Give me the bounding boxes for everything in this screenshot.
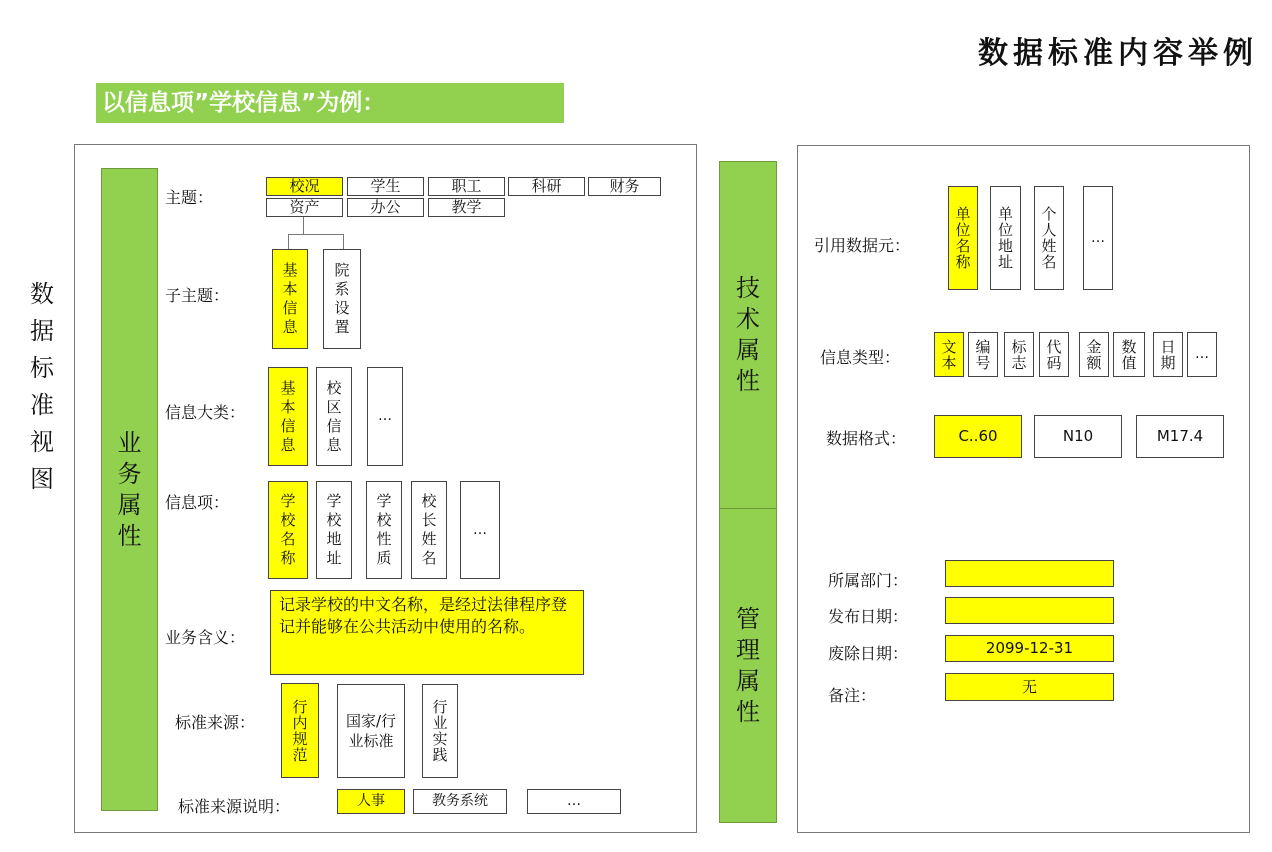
source-desc-box: …	[527, 789, 621, 814]
topic-box: 学生	[347, 177, 424, 196]
abolish-date-field: 2099-12-31	[945, 635, 1114, 662]
category-box: 校区信息	[316, 367, 352, 466]
subtopic-box: 基本信息	[272, 249, 308, 349]
source-box: 行内规范	[281, 683, 319, 778]
connector-line	[343, 234, 344, 249]
subtopic-box: 院系设置	[323, 249, 361, 349]
management-attr-bar	[719, 508, 777, 823]
source-desc-box: 教务系统	[413, 789, 507, 814]
ref-box: 单位地址	[990, 186, 1021, 290]
business-attr-bar	[101, 168, 158, 811]
category-label: 信息大类：	[165, 403, 246, 422]
source-box: 行业实践	[422, 684, 458, 778]
page-title: 数据标准内容举例	[978, 36, 1258, 71]
topic-box: 财务	[588, 177, 661, 196]
topic-box: 办公	[347, 198, 424, 217]
info-type-box: 代码	[1039, 332, 1069, 377]
connector-line	[288, 234, 344, 235]
meaning-text-box: 记录学校的中文名称，是经过法律程序登记并能够在公共活动中使用的名称。	[270, 590, 584, 675]
ref-box: 单位名称	[948, 186, 978, 290]
info-item-box: 校长姓名	[411, 481, 447, 579]
info-type-label: 信息类型：	[820, 348, 901, 367]
topic-box: 资产	[266, 198, 343, 217]
topic-box: 教学	[428, 198, 505, 217]
source-box: 国家/行业标准	[337, 684, 405, 778]
example-banner: 以信息项”学校信息”为例：	[96, 83, 564, 123]
abolish-date-label: 废除日期：	[828, 644, 909, 663]
ref-box: 个人姓名	[1034, 186, 1064, 290]
topic-box: 职工	[428, 177, 505, 196]
technical-attr-bar	[719, 161, 777, 509]
connector-line	[288, 234, 289, 249]
source-desc-label: 标准来源说明：	[178, 797, 291, 816]
topic-box: 校况	[266, 177, 343, 196]
subtopic-label: 子主题：	[165, 286, 230, 305]
publish-date-field	[945, 597, 1114, 624]
category-box: 基本信息	[268, 367, 308, 466]
info-item-label: 信息项：	[165, 493, 230, 512]
meaning-label: 业务含义：	[165, 628, 246, 647]
source-label: 标准来源：	[175, 713, 256, 732]
management-attr-bar-label: 管理属性	[736, 604, 760, 726]
category-box: …	[367, 367, 403, 466]
remark-label: 备注：	[828, 686, 877, 705]
source-desc-box: 人事	[337, 789, 405, 814]
info-type-box: 日期	[1153, 332, 1183, 377]
info-item-box: 学校性质	[366, 481, 402, 579]
data-format-box: M17.4	[1136, 415, 1224, 458]
dept-label: 所属部门：	[828, 571, 909, 590]
data-format-box: N10	[1034, 415, 1122, 458]
data-format-label: 数据格式：	[826, 429, 907, 448]
ref-label: 引用数据元：	[814, 236, 911, 255]
technical-attr-bar-label: 技术属性	[736, 274, 760, 395]
info-item-box: 学校地址	[316, 481, 352, 579]
info-type-box: …	[1187, 332, 1217, 377]
info-type-box: 金额	[1079, 332, 1109, 377]
info-type-box: 数值	[1113, 332, 1145, 377]
remark-field: 无	[945, 673, 1114, 701]
info-item-box: 学校名称	[268, 481, 308, 579]
dept-field	[945, 560, 1114, 587]
left-vertical-title: 数据标准视图	[30, 280, 54, 493]
info-type-box: 编号	[968, 332, 998, 377]
topic-label: 主题：	[165, 188, 214, 207]
info-item-box: …	[460, 481, 500, 579]
ref-box: …	[1083, 186, 1113, 290]
connector-line	[303, 217, 304, 235]
business-attr-bar-label: 业务属性	[117, 428, 142, 550]
publish-date-label: 发布日期：	[828, 607, 909, 626]
info-type-box: 文本	[934, 332, 964, 377]
topic-box: 科研	[508, 177, 585, 196]
info-type-box: 标志	[1004, 332, 1034, 377]
data-format-box: C..60	[934, 415, 1022, 458]
